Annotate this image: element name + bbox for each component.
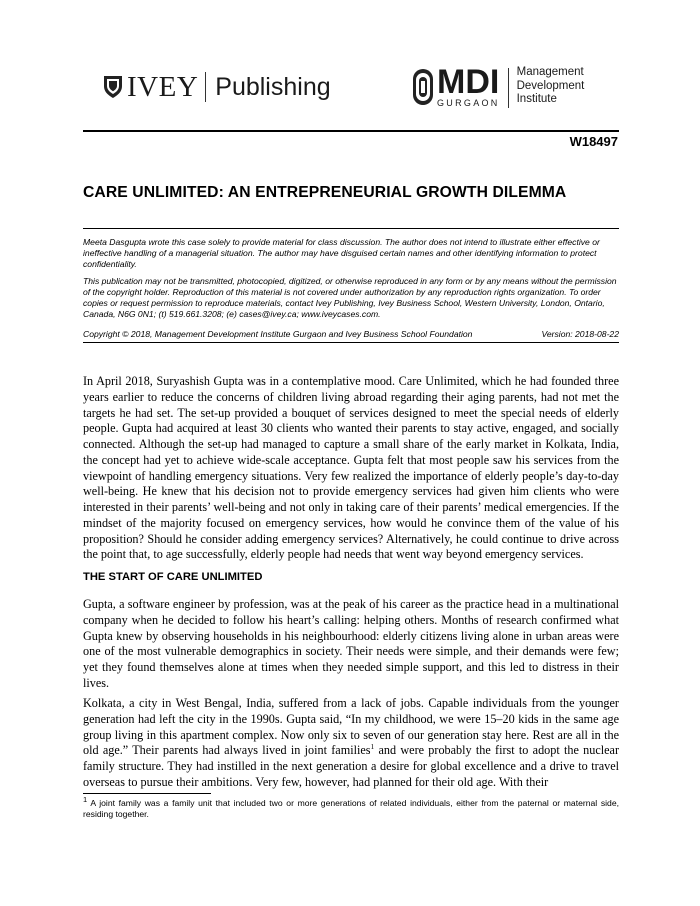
case-number: W18497 [569, 134, 618, 149]
copyright-rule [83, 342, 619, 343]
footnote-mark: 1 [83, 795, 88, 805]
copyright-line [83, 329, 619, 340]
footnote-text: A joint family was a family unit that included two or more generations of related individuals, either from the paternal or maternal side, residing together. [83, 798, 619, 819]
footnote-reference[interactable]: 1 [370, 742, 375, 752]
logo-divider [508, 68, 509, 108]
ivey-crest-icon [103, 75, 123, 99]
intro-paragraph: In April 2018, Suryashish Gupta was in a contemplative mood. Care Unlimited, which he had founded three years earlier to reduce the concerns of children living abroad regarding their aging parents, had not met the targets he had set. The set-up provided a bouquet of services designed to meet the special needs of elderly people. Gupta had acquired at least 30 clients who wanted their parents to stay active, engaged, and socially connected. Although the set-up had managed to capture a small share of the early market in Kolkata, India, the concept had yet to achieve wide-scale acceptance. Gupta felt that most people saw his services from the viewpoint of handling emergency situations. Very few realized the importance of elderly people’s day-to-day well-being. He knew that his decision not to provide emergency services had given him clients who were interested in their parents’ well-being and not only in taking care of their parents’ medical emergencies. If the mindset of the majority focused on emergency services, how would he convince them of the value of his proposition? Should he consider adding emergency services? Alternatively, he could continue to drive across the point that, to age successfully, elderly people had needs that went way beyond emergency services. [83, 374, 619, 562]
mdi-city: GURGAON [437, 98, 500, 108]
mdi-name-line-2: Development [516, 79, 585, 92]
ivey-publishing-logo [103, 69, 331, 105]
mdi-name-line-1: Management [516, 66, 584, 78]
title-rule [83, 228, 619, 229]
mdi-full-name [517, 66, 585, 107]
mdi-letters: MDI [437, 63, 500, 101]
mdi-name-line-3: Institute [516, 93, 557, 105]
logo-divider [205, 72, 206, 102]
version-text: Version: 2018-08-22 [541, 329, 619, 339]
paragraph-text: Kolkata, a city in West Bengal, India, suffered from a lack of jobs. Capable individuals from the younger generation had left the city in the 1990s. Gupta said, “In my childhood, we were 15–20 kids in the same age group living in this apartment complex. Now only six to seven of our generation stay here. Rest are all in the old age.” Their parents had always lived in joint families [83, 696, 619, 758]
mdi-wordmark [437, 63, 500, 108]
body-paragraph: Gupta, a software engineer by profession, was at the peak of his career as the practice head in a multinational company when he decided to follow his heart’s calling: helping others. Months of research confirmed what Gupta knew by observing households in his neighbourhood: elderly citizens living alone in urban areas were one of the most vulnerable demographics in society. Their needs were simple, and their demands were few; yet they found themselves alone at times when they needed simple support, and this led to distress in their lives. [83, 597, 619, 690]
mdi-logo [412, 63, 585, 108]
footnote-rule [83, 793, 211, 794]
section-heading: THE START OF CARE UNLIMITED [83, 571, 263, 583]
header-rule [83, 130, 619, 132]
ivey-wordmark: IVEY [127, 70, 199, 103]
body-paragraph [83, 696, 619, 791]
mdi-emblem-icon [412, 67, 434, 107]
footnote [83, 795, 619, 820]
copyright-text: Copyright © 2018, Management Development Institute Gurgaon and Ivey Business School Foundation [83, 329, 473, 339]
publishing-wordmark: Publishing [215, 72, 331, 101]
permissions-notice: This publication may not be transmitted, photocopied, digitized, or otherwise reproduced in any form or by any means without the permission of the copyright holder. Reproduction of this material is not covered under authorization by any reproduction rights organization. To order copies or request permission to reproduce materials, contact Ivey Publishing, Ivey Business School, Western University, London, Ontario, Canada, N6G 0N1; (t) 519.661.3208; (e) cases@ivey.ca; www.iveycases.com. [83, 276, 617, 319]
authorship-disclaimer: Meeta Dasgupta wrote this case solely to provide material for class discussion. The author does not intend to illustrate either effective or ineffective handling of a managerial situation. The author may have disguised certain names and other identifying information to protect confidentiality. [83, 237, 600, 269]
case-title: CARE UNLIMITED: AN ENTREPRENEURIAL GROWTH DILEMMA [83, 184, 567, 201]
paragraph-text: and were probably the first to adopt the nuclear family structure. They had instilled in the next generation a desire for global excellence and a drive to travel overseas to pursue their ambitions. Very few, however, had planned for their old age. With their [83, 743, 619, 789]
